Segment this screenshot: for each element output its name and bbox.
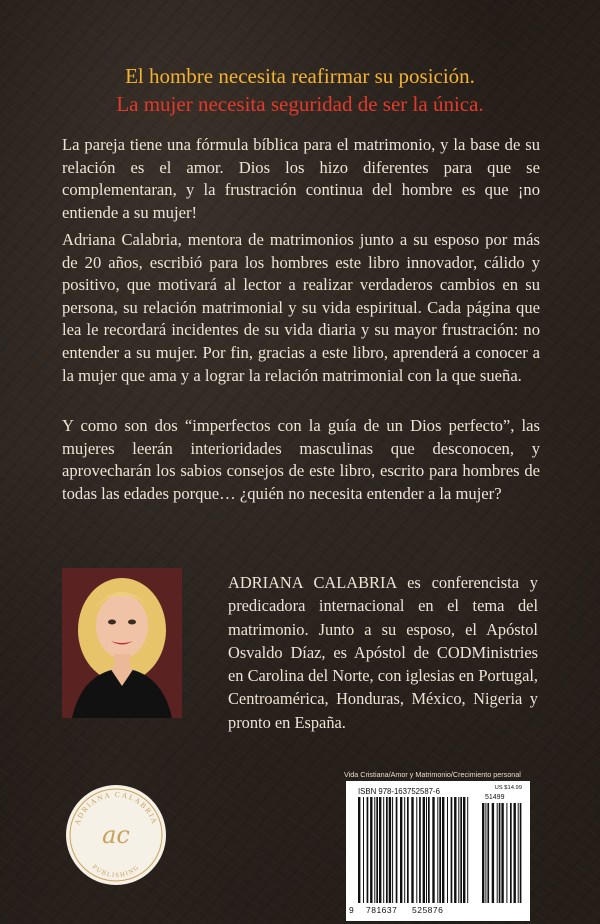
price-text: US $14.99	[494, 785, 522, 791]
svg-text:PUBLISHING: PUBLISHING	[90, 863, 142, 880]
svg-text:ac: ac	[102, 821, 130, 849]
author-photo	[62, 568, 182, 718]
category-label: Vida Cristiana/Amor y Matrimonio/Crecimiento personal	[344, 770, 521, 779]
isbn-text: ISBN 978-163752587-6	[358, 787, 440, 796]
description-paragraph-2: Adriana Calabria, mentora de matrimonios junto a su esposo por más de 20 años, escribió para los hombres este libro innovador, cálido y positivo, que motivará al lector a realizar verdaderos cambios en su persona, su relación matrimonial y su vida espiritual. Cada página que lea le recordará incidentes de su vida diaria y su mayor frustración: no entender a su mujer. Por fin, gracias a este libro, aprenderá a conocer a la mujer que ama y a lograr la relación matrimonial con la que sueña.	[62, 230, 540, 385]
price-code: 51499	[485, 794, 505, 801]
tagline-women: La mujer necesita seguridad de ser la única.	[116, 92, 484, 116]
barcode-digits-left: 781637	[366, 905, 398, 915]
barcode-digits-right: 525876	[412, 905, 444, 915]
description-paragraph-3: Y como son dos “imperfectos con la guía de un Dios perfecto”, las mujeres leerán interioridades masculinas que desconocen, y aprovecharán los sabios consejos de este libro, escrito para hombres de todas las edades porque… ¿quién no necesita entender a la mujer?	[62, 416, 540, 503]
description-paragraph-1: La pareja tiene una fórmula bíblica para el matrimonio, y la base de su relación es el amor. Dios los hizo diferentes para que se complementaran, y la frustración continua del hombre es que ¡no entiende a su mujer!	[62, 135, 540, 222]
author-bio: ADRIANA CALABRIA es conferencista y predicadora internacional en el tema del matrimonio. Junto a su esposo, el Apóstol Osvaldo Díaz, es Apóstol de CODMinistries en Carolina del Norte, con iglesias en Portugal, Centroamérica, Honduras, México, Nigeria y pronto en España.	[228, 573, 538, 732]
publisher-logo	[64, 783, 168, 887]
svg-text:ADRIANA CALABRIA: ADRIANA CALABRIA	[72, 789, 160, 827]
barcode-digit-first: 9	[349, 905, 355, 915]
barcode-panel	[346, 781, 530, 921]
barcode-bars	[346, 781, 530, 921]
tagline-men: El hombre necesita reafirmar su posición.	[125, 64, 475, 88]
